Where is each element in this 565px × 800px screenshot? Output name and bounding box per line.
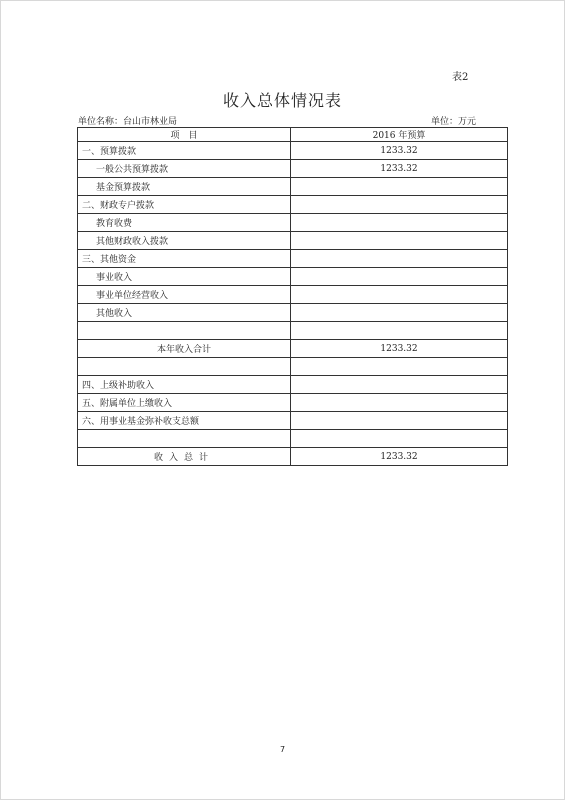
row-value bbox=[291, 286, 508, 304]
row-value bbox=[291, 214, 508, 232]
column-header-item: 项 目 bbox=[78, 128, 291, 142]
row-value bbox=[291, 250, 508, 268]
row-label bbox=[78, 322, 291, 340]
row-label: 收入总计 bbox=[78, 448, 291, 466]
row-value bbox=[291, 268, 508, 286]
table-row bbox=[78, 304, 508, 322]
row-value bbox=[291, 304, 508, 322]
table-number: 表2 bbox=[452, 72, 469, 83]
table-row bbox=[78, 232, 508, 250]
table-row-empty bbox=[78, 358, 508, 376]
table-row-subtotal bbox=[78, 340, 508, 358]
row-value: 1233.32 bbox=[291, 142, 508, 160]
row-value bbox=[291, 430, 508, 448]
row-label bbox=[78, 430, 291, 448]
table-row bbox=[78, 178, 508, 196]
row-label: 其他财政收入拨款 bbox=[78, 232, 291, 250]
row-label: 事业单位经营收入 bbox=[78, 286, 291, 304]
row-value bbox=[291, 358, 508, 376]
column-header-budget: 2016 年预算 bbox=[291, 128, 508, 142]
table-row bbox=[78, 196, 508, 214]
table-row-total bbox=[78, 448, 508, 466]
table-row bbox=[78, 214, 508, 232]
table-row bbox=[78, 286, 508, 304]
row-value bbox=[291, 394, 508, 412]
table-header-row bbox=[78, 128, 508, 142]
row-label: 二、财政专户拨款 bbox=[78, 196, 291, 214]
page-number: 7 bbox=[279, 745, 286, 754]
row-label: 四、上级补助收入 bbox=[78, 376, 291, 394]
row-value bbox=[291, 376, 508, 394]
row-label: 本年收入合计 bbox=[78, 340, 291, 358]
row-label: 五、附属单位上缴收入 bbox=[78, 394, 291, 412]
table-row bbox=[78, 394, 508, 412]
table-row bbox=[78, 412, 508, 430]
row-label bbox=[78, 358, 291, 376]
row-label: 六、用事业基金弥补收支总额 bbox=[78, 412, 291, 430]
unit-name-label: 单位名称：台山市林业局 bbox=[78, 117, 178, 127]
row-label: 其他收入 bbox=[78, 304, 291, 322]
row-value: 1233.32 bbox=[291, 340, 508, 358]
row-label: 一般公共预算拨款 bbox=[78, 160, 291, 178]
income-summary-table bbox=[77, 127, 508, 466]
table-row-empty bbox=[78, 430, 508, 448]
page-title: 收入总体情况表 bbox=[222, 91, 342, 110]
table-row bbox=[78, 142, 508, 160]
table-row-empty bbox=[78, 322, 508, 340]
row-value bbox=[291, 322, 508, 340]
table-row bbox=[78, 376, 508, 394]
row-label: 事业收入 bbox=[78, 268, 291, 286]
row-label: 教育收费 bbox=[78, 214, 291, 232]
table-row bbox=[78, 160, 508, 178]
row-value bbox=[291, 196, 508, 214]
row-value bbox=[291, 232, 508, 250]
row-value: 1233.32 bbox=[291, 448, 508, 466]
row-value: 1233.32 bbox=[291, 160, 508, 178]
row-value bbox=[291, 178, 508, 196]
money-unit-label: 单位：万元 bbox=[431, 117, 477, 127]
row-label: 三、其他资金 bbox=[78, 250, 291, 268]
row-label: 一、预算拨款 bbox=[78, 142, 291, 160]
row-value bbox=[291, 412, 508, 430]
row-label: 基金预算拨款 bbox=[78, 178, 291, 196]
table-row bbox=[78, 250, 508, 268]
table-row bbox=[78, 268, 508, 286]
